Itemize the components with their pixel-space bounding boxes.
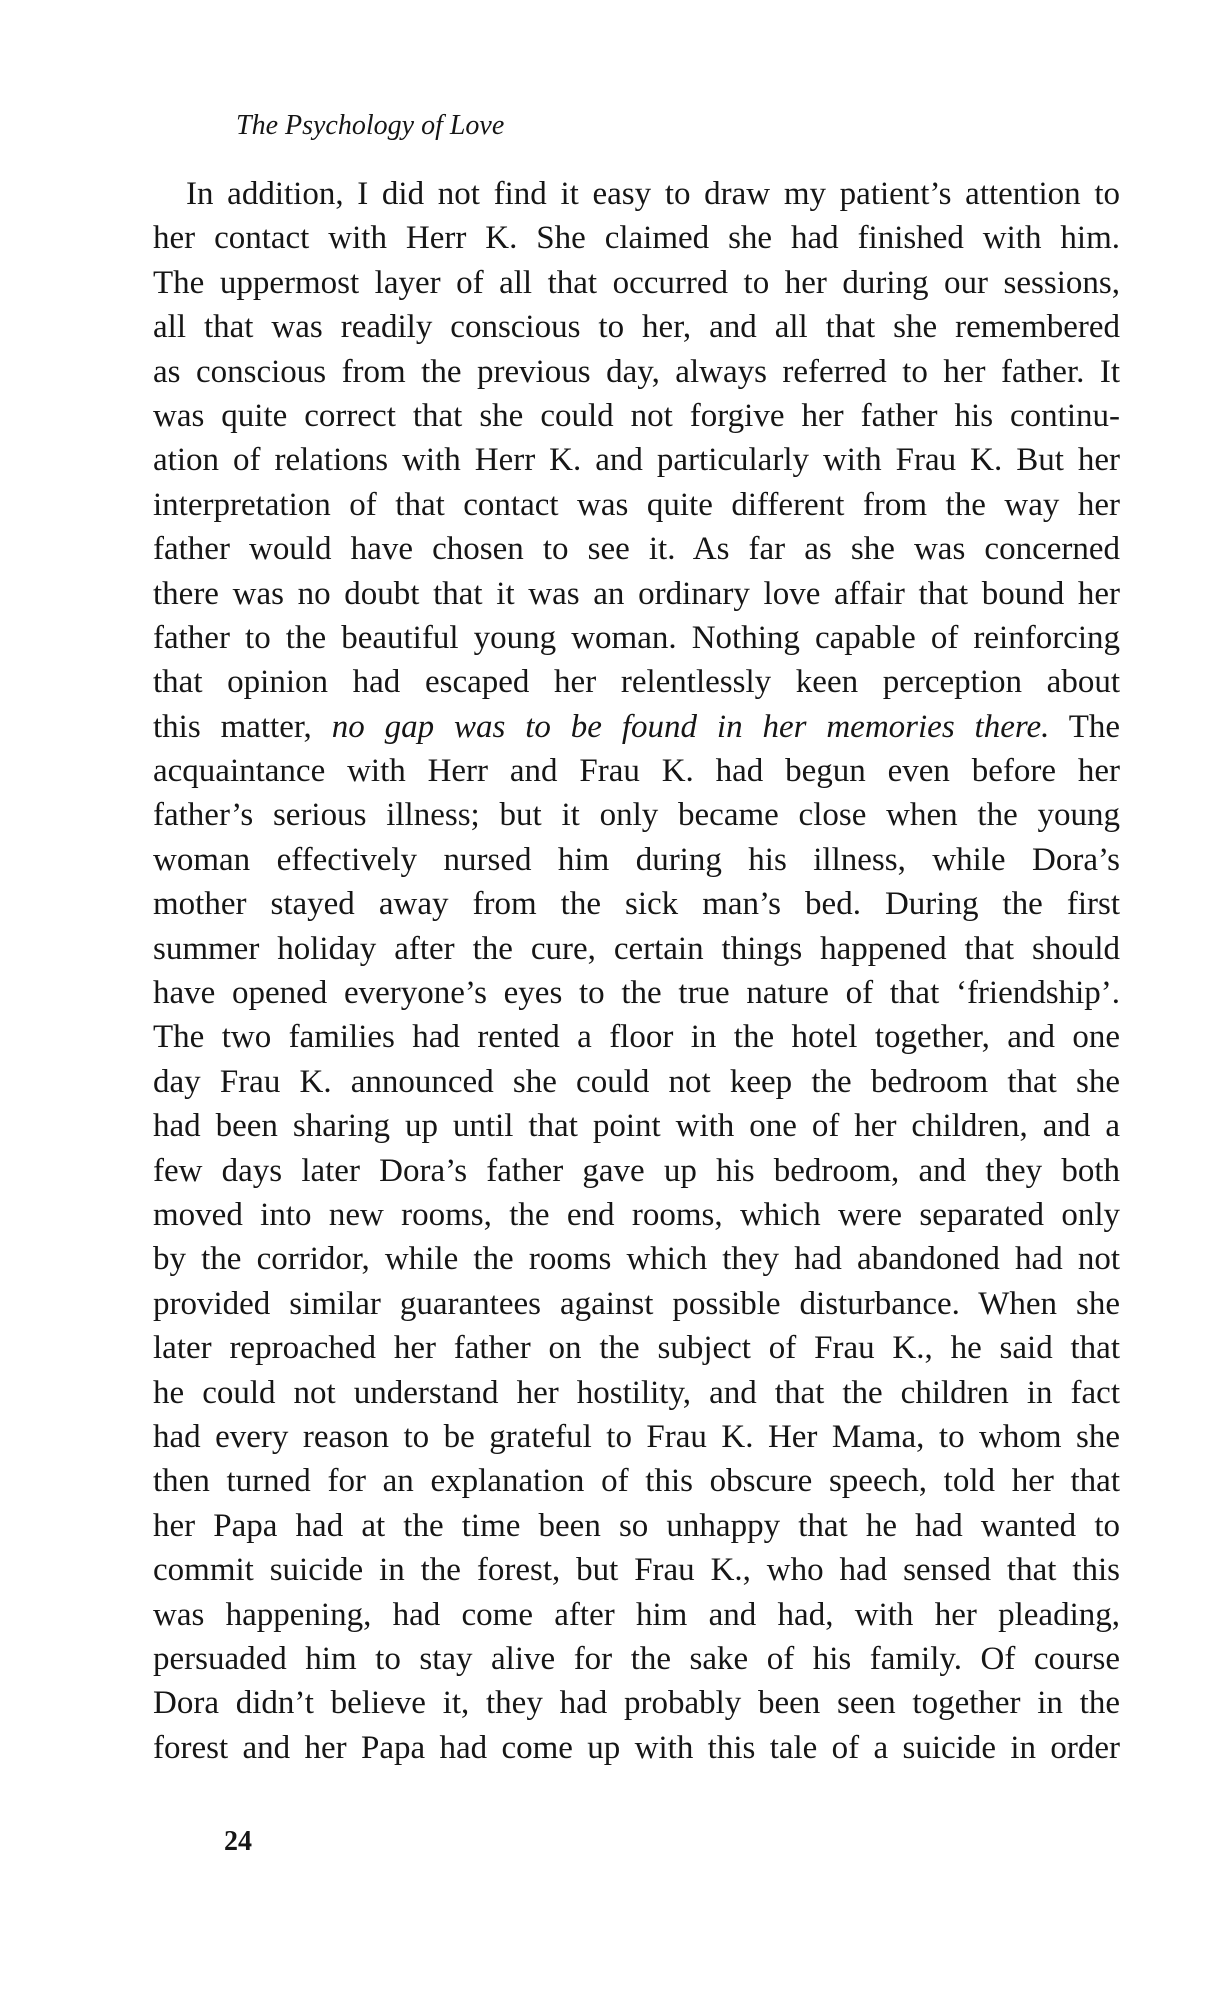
text-line: father would have chosen to see it. As far as she was concerned <box>153 531 1120 568</box>
running-head: The Psychology of Love <box>236 110 505 141</box>
text-line: was quite correct that she could not forgive her father his continu- <box>153 397 1120 434</box>
text-line: had been sharing up until that point with one of her children, and a <box>153 1108 1120 1145</box>
body-text <box>153 172 1120 1770</box>
text-line: that opinion had escaped her relentlessly keen perception about <box>153 664 1120 701</box>
text-line: woman effectively nursed him during his illness, while Dora’s <box>153 841 1120 878</box>
text-line: father’s serious illness; but it only became close when the young <box>153 797 1120 834</box>
text-line: by the corridor, while the rooms which they had abandoned had not <box>153 1241 1120 1278</box>
text-line: was happening, had come after him and had, with her pleading, <box>153 1596 1120 1633</box>
text-line: acquaintance with Herr and Frau K. had begun even before her <box>153 753 1120 790</box>
text-segment: this matter, <box>153 708 312 745</box>
text-line: ation of relations with Herr K. and particularly with Frau K. But her <box>153 442 1120 479</box>
text-line: commit suicide in the forest, but Frau K., who had sensed that this <box>153 1552 1120 1589</box>
text-line: forest and her Papa had come up with this tale of a suicide in order <box>153 1729 1120 1766</box>
text-line: had every reason to be grateful to Frau K. Her Mama, to whom she <box>153 1418 1120 1455</box>
text-line: few days later Dora’s father gave up his bedroom, and they both <box>153 1152 1120 1189</box>
text-line: interpretation of that contact was quite different from the way her <box>153 486 1120 523</box>
text-line: have opened everyone’s eyes to the true nature of that ‘friendship’. <box>153 975 1120 1012</box>
italic-phrase: no gap was to be found in her memories there. <box>331 708 1050 745</box>
text-line: provided similar guarantees against possible disturbance. When she <box>153 1285 1120 1322</box>
text-segment: The <box>1068 708 1121 745</box>
text-line: The uppermost layer of all that occurred to her during our sessions, <box>153 264 1120 301</box>
text-line: father to the beautiful young woman. Nothing capable of reinforcing <box>153 619 1120 656</box>
text-line: her Papa had at the time been so unhappy that he had wanted to <box>153 1507 1120 1544</box>
text-line: there was no doubt that it was an ordinary love affair that bound her <box>153 575 1120 612</box>
page-number: 24 <box>224 1826 252 1857</box>
text-line: all that was readily conscious to her, and all that she remembered <box>153 309 1120 346</box>
text-line: as conscious from the previous day, always referred to her father. It <box>153 353 1120 390</box>
text-line: Dora didn’t believe it, they had probably been seen together in the <box>153 1685 1120 1722</box>
text-line-mixed <box>153 705 1120 749</box>
text-line: In addition, I did not find it easy to draw my patient’s attention to <box>186 176 1120 212</box>
text-line: day Frau K. announced she could not keep the bedroom that she <box>153 1063 1120 1100</box>
text-line: The two families had rented a floor in the hotel together, and one <box>153 1019 1120 1056</box>
text-line: moved into new rooms, the end rooms, which were separated only <box>153 1196 1120 1233</box>
text-line: mother stayed away from the sick man’s bed. During the first <box>153 886 1120 923</box>
text-line: persuaded him to stay alive for the sake of his family. Of course <box>153 1640 1120 1677</box>
text-line: then turned for an explanation of this obscure speech, told her that <box>153 1463 1120 1500</box>
text-line: summer holiday after the cure, certain things happened that should <box>153 930 1120 967</box>
text-line: later reproached her father on the subject of Frau K., he said that <box>153 1330 1120 1367</box>
text-line: her contact with Herr K. She claimed she had finished with him. <box>153 220 1120 257</box>
text-line: he could not understand her hostility, and that the children in fact <box>153 1374 1120 1411</box>
